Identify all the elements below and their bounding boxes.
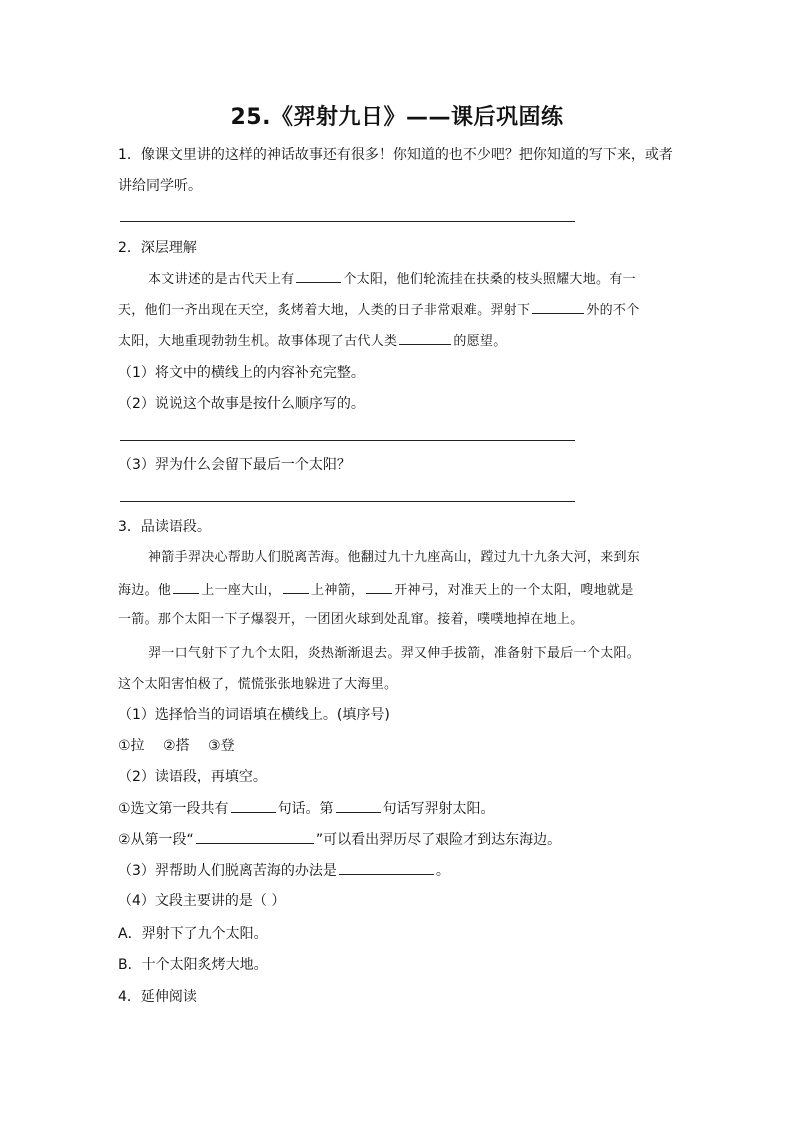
q3-sub2a-text1: ①选文第一段共有 xyxy=(118,801,229,817)
q2-sub3: （3）羿为什么会留下最后一个太阳？ xyxy=(118,457,351,473)
q2-p2-b: 外的不个 xyxy=(586,303,640,318)
q2-sub3-answer-line[interactable] xyxy=(120,501,575,502)
q3-choice-b[interactable]: B．十个太阳炙烤大地。 xyxy=(118,957,268,973)
q3-options xyxy=(118,736,249,756)
option-1[interactable]: ①拉 xyxy=(118,738,145,754)
q3-sub4: （4）文段主要讲的是（ ） xyxy=(118,893,286,909)
q3-choice-a[interactable]: A．羿射下了九个太阳。 xyxy=(118,926,268,942)
q2-passage-line2 xyxy=(118,299,640,321)
q3-blank-2[interactable] xyxy=(283,579,309,594)
q1-line2: 讲给同学听。 xyxy=(118,178,202,194)
q3-passage-line2 xyxy=(118,579,634,601)
page-title: 25.《羿射九日》——课后巩固练 xyxy=(230,105,564,130)
q3-sub2a-text2: 句话。第 xyxy=(277,801,334,817)
q2-p1-a: 本文讲述的是古代天上有 xyxy=(148,272,295,287)
q3-p2-a: 海边。他 xyxy=(118,583,172,598)
q3-passage-line5: 这个太阳害怕极了，慌慌张张地躲进了大海里。 xyxy=(118,677,398,692)
q4-heading: 4．延伸阅读 xyxy=(118,989,197,1005)
q3-passage-line3: 一箭。那个太阳一下子爆裂开，一团团火球到处乱窜。接着，噗噗地掉在地上。 xyxy=(118,612,584,627)
q2-p3-a: 太阳，大地重现勃勃生机。故事体现了古代人类 xyxy=(118,334,398,349)
q3-passage-line1: 神箭手羿决心帮助人们脱离苦海。他翻过九十九座高山，蹚过九十九条大河，来到东 xyxy=(148,550,641,565)
q2-blank-1[interactable] xyxy=(296,268,341,283)
q3-sub2b-text2: ”可以看出羿历尽了艰险才到达东海边。 xyxy=(315,832,562,848)
q3-sub2b-text1: ②从第一段“ xyxy=(118,832,194,848)
option-2[interactable]: ②搭 xyxy=(163,738,190,754)
q3-blank-quote[interactable] xyxy=(196,829,314,844)
q3-heading: 3．品读语段。 xyxy=(118,519,211,535)
q2-blank-2[interactable] xyxy=(532,299,584,314)
q3-sub2a-text3: 句话写羿射太阳。 xyxy=(382,801,495,817)
q3-sub1: （1）选择恰当的词语填在横线上。(填序号) xyxy=(118,707,390,723)
q2-sub2: （2）说说这个故事是按什么顺序写的。 xyxy=(118,396,365,412)
q3-blank-3[interactable] xyxy=(366,579,392,594)
q3-sub3-text1: （3）羿帮助人们脱离苦海的办法是 xyxy=(118,863,337,879)
q3-sub3 xyxy=(118,860,450,881)
q3-blank-sentence-count[interactable] xyxy=(231,798,276,813)
option-3[interactable]: ③登 xyxy=(208,738,235,754)
q2-p2-a: 天，他们一齐出现在天空，炙烤着大地，人类的日子非常艰难。羿射下 xyxy=(118,303,531,318)
q2-passage-line3 xyxy=(118,330,507,352)
q3-p2-c: 上神箭， xyxy=(311,583,365,598)
q3-sub2-a xyxy=(118,798,495,819)
q3-passage-line4: 羿一口气射下了九个太阳，炎热渐渐退去。羿又伸手拔箭，准备射下最后一个太阳。 xyxy=(148,646,641,661)
q2-passage-line1 xyxy=(148,268,636,290)
q3-blank-sentence-index[interactable] xyxy=(336,798,381,813)
q2-heading: 2．深层理解 xyxy=(118,240,197,256)
q3-sub3-text2: 。 xyxy=(435,863,450,879)
q2-blank-3[interactable] xyxy=(399,330,451,345)
q3-sub2: （2）读语段，再填空。 xyxy=(118,769,267,785)
q2-p1-b: 个太阳，他们轮流挂在扶桑的枝头照耀大地。有一 xyxy=(343,272,636,287)
q1-line1: 1．像课文里讲的这样的神话故事还有很多！你知道的也不少吧？把你知道的写下来，或者 xyxy=(118,147,673,163)
q2-p3-b: 的愿望。 xyxy=(453,334,507,349)
q3-blank-1[interactable] xyxy=(173,579,199,594)
q1-answer-line[interactable] xyxy=(120,221,575,222)
q3-p2-d: 开神弓，对准天上的一个太阳，嗖地就是 xyxy=(394,583,634,598)
q3-blank-method[interactable] xyxy=(339,860,434,875)
q3-p2-b: 上一座大山， xyxy=(201,583,282,598)
q2-sub1: （1）将文中的横线上的内容补充完整。 xyxy=(118,365,365,381)
q3-sub2-b xyxy=(118,829,561,850)
q2-sub2-answer-line[interactable] xyxy=(120,440,575,441)
